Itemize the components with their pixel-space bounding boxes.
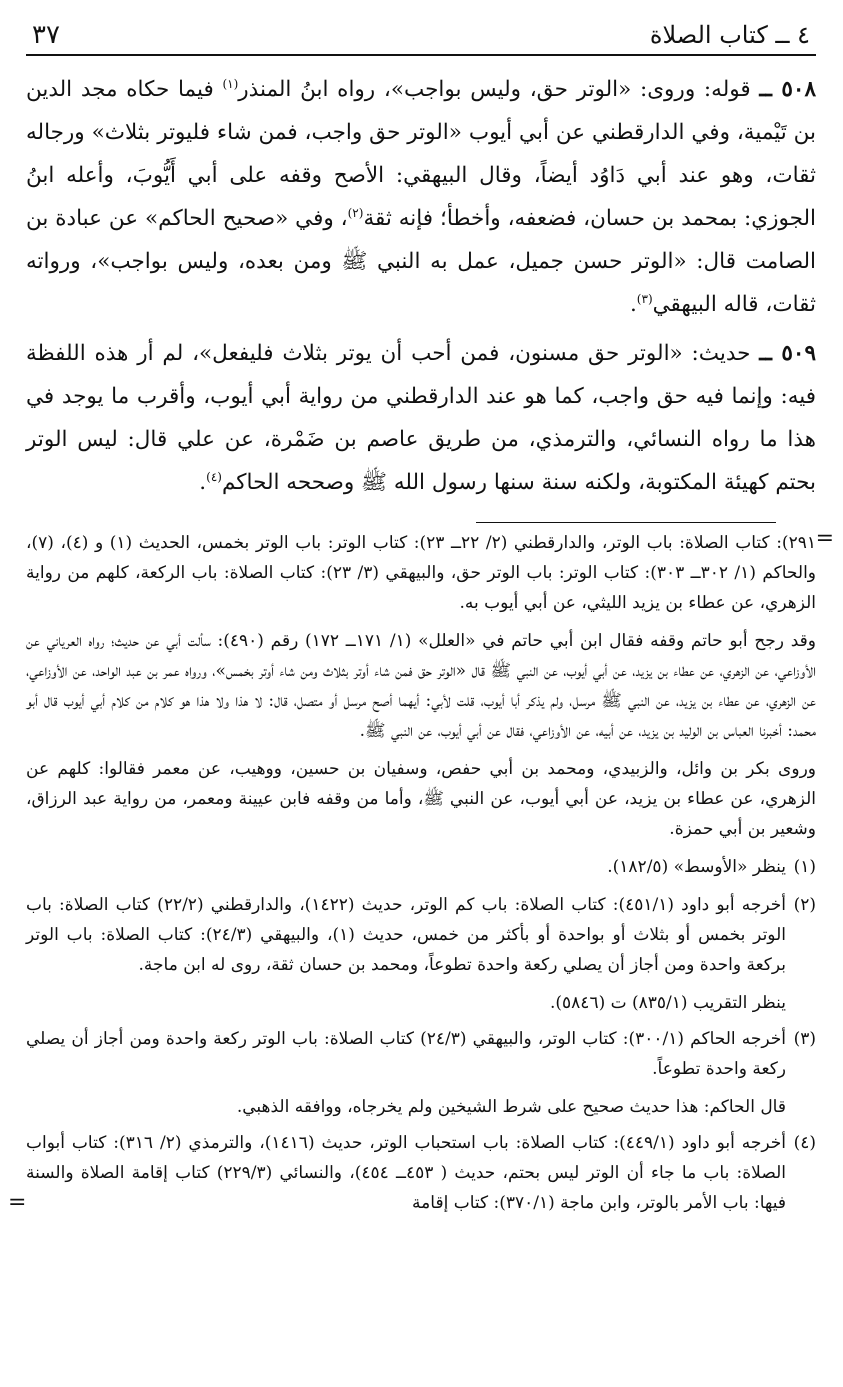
footnote-text: أخرجه الحاكم (٣٠٠/١): كتاب الوتر، والبيهقي (٢٤/٣) كتاب الصلاة: باب الوتر ركعة واحدة ومن أجاز أن يصلي ركعة واحدة تطوعاً.: [26, 1029, 786, 1079]
footnote-ref: (٢): [347, 205, 364, 220]
main-text: [26, 68, 816, 504]
book-page: [8, 20, 834, 1226]
footnote-separator-area: [26, 518, 816, 528]
footnote-text: أخرجه أبو داود (٤٥١/١): كتاب الصلاة: باب كم الوتر، حديث (١٤٢٢)، والدارقطني (٢٢/٢) كتاب الصلاة: باب الوتر بخمس أو بثلاث أو بواحدة أو بأكثر من خمس، حديث (١)، والبيهقي (٢٤/٣): كتاب الصلاة: باب الوتر بركعة واحدة ومن أجاز أن يصلي ركعة واحدة تطوعاً، ومحمد بن حسان ثقة، روى له ابن ماجة.: [26, 895, 786, 975]
entry-508: [26, 68, 816, 326]
footnote-ref: (١): [222, 76, 239, 91]
entry-509: [26, 332, 816, 504]
entry-text: .: [629, 292, 637, 317]
footnote-number: (١): [793, 857, 816, 877]
footnote-2-note: ينظر التقريب (٨٣٥/١) ت (٥٨٤٦).: [550, 993, 786, 1013]
entry-text: فيما حكاه مجد الدين بن تَيْمية، وفي الدارقطني عن أبي أيوب «الوتر حق واجب، فمن شاء فليوتر بثلاث» ورجاله ثقات، وهو عند أبي دَاوُد أيضاً، وقال البيهقي: الأصح وقفه على أبي أَيُّوبَ، وأعله ابنُ الجوزي: بمحمد بن حسان، فضعفه، وأخطأ؛ فإنه ثقة: [26, 77, 816, 231]
continuation-mark: =: [815, 526, 834, 551]
continuation-end-mark: =: [8, 1190, 27, 1215]
entry-number: ٥٠٩ ــ: [759, 341, 816, 366]
chapter-title: ٤ ــ كتاب الصلاة: [649, 21, 810, 49]
footnote-continuation: وقد رجح أبو حاتم وقفه فقال ابن أبي حاتم في «العلل» (١/ ١٧١ــ ١٧٢) رقم (٤٩٠): سألت أبي عن حديث؛ رواه العرياني عن الأوزاعي، عن الزهري، عن عطاء بن يزيد، عن أبي أيوب، عن النبي ﷺ قال «الوتر حق فمن شاء أوتر بثلاث ومن شاء أوتر بخمس»، ورواه عمر بن عبد الواحد، عن الأوزاعي، عن الزهري، عن عطاء بن يزيد، عن النبي ﷺ مرسل، ولم يذكر أبا أيوب، قلت لأبي: أيهما أصح مرسل أو متصل، قال: لا هذا ولا هذا هو كلام من كلام أبي أيوب قال أبو محمد: أخبرنا العباس بن الوليد بن يزيد، عن أبيه، عن الأوزاعي، فقال عن أبي أيوب، عن النبي ﷺ.: [26, 631, 817, 741]
footnote-continuation: ٢٩١): كتاب الصلاة: باب الوتر، والدارقطني (٢/ ٢٢ــ ٢٣): كتاب الوتر: باب الوتر بخمس، الحديث (١) و (٤)، (٧)، والحاكم (١/ ٣٠٢ــ ٣٠٣): كتاب الوتر: باب الوتر حق، والبيهقي (٣/ ٢٣): كتاب الصلاة: باب الركعة، كلهم من رواية الزهري، عن عطاء بن يزيد الليثي، عن أبي أيوب به.: [26, 533, 817, 613]
footnote-4: [26, 1128, 816, 1218]
entry-text: ، وفي «صحيح الحاكم» عن عبادة بن الصامت قال: «الوتر حسن جميل، عمل به النبي ﷺ ومن بعده، وليس بواجب»، ورواته ثقات، قاله البيهقي: [26, 206, 816, 317]
footnote-text: ينظر «الأوسط» (١٨٢/٥).: [607, 857, 786, 877]
footnote-number: (٣): [793, 1029, 816, 1049]
footnote-text: أخرجه أبو داود (٤٤٩/١): كتاب الصلاة: باب استحباب الوتر، حديث (١٤١٦)، والترمذي (٢/ ٣١٦): كتاب أبواب الصلاة: باب ما جاء أن الوتر ليس بحتم، حديث ( ٤٥٣ــ ٤٥٤)، والنسائي (٢٢٩/٣) كتاب إقامة الصلاة والسنة فيها: باب الأمر بالوتر، وابن ماجة (٣٧٠/١): كتاب إقامة: [26, 1133, 786, 1213]
entry-text: .: [199, 470, 207, 495]
footnote-ref: (٤): [206, 469, 222, 484]
footnote-continuation: وروى بكر بن وائل، والزبيدي، ومحمد بن أبي حفص، وسفيان بن حسين، ووهيب، عن معمر فقالوا: كلهم عن الزهري، عن عطاء بن يزيد، عن أبي أيوب، عن النبي ﷺ، وأما من وقفه فابن عيينة ومعمر، من رواية عبد الرزاق، وشعير بن أبي حمزة.: [26, 759, 816, 839]
footnote-ref: (٣): [636, 291, 653, 306]
entry-text: حديث: «الوتر حق مسنون، فمن أحب أن يوتر بثلاث فليفعل»، لم أر هذه اللفظة فيه: وإنما فيه حق واجب، كما هو عند الدارقطني من رواية أبي أيوب، وأقرب ما يوجد في هذا ما رواه النسائي، والترمذي، من طريق عاصم بن ضَمْرة، عن علي قال: ليس الوتر بحتم كهيئة المكتوبة، ولكنه سنة سنها رسول الله ﷺ وصححه الحاكم: [26, 341, 816, 495]
footnote-3-note: قال الحاكم: هذا حديث صحيح على شرط الشيخين ولم يخرجاه، ووافقه الذهبي.: [236, 1097, 786, 1117]
entry-number: ٥٠٨ ــ: [759, 77, 816, 102]
footnotes: [8, 526, 834, 1218]
footnote-2: [26, 890, 816, 980]
footnote-separator: [476, 522, 776, 523]
running-header: [26, 20, 816, 56]
footnote-1: [26, 852, 816, 882]
entry-text: قوله: وروى: «الوتر حق، وليس بواجب»، رواه ابنُ المنذر: [238, 77, 760, 102]
footnote-number: (٤): [793, 1133, 816, 1153]
footnote-3: [26, 1024, 816, 1084]
footnote-number: (٢): [793, 895, 816, 915]
page-number: ٣٧: [32, 20, 60, 50]
